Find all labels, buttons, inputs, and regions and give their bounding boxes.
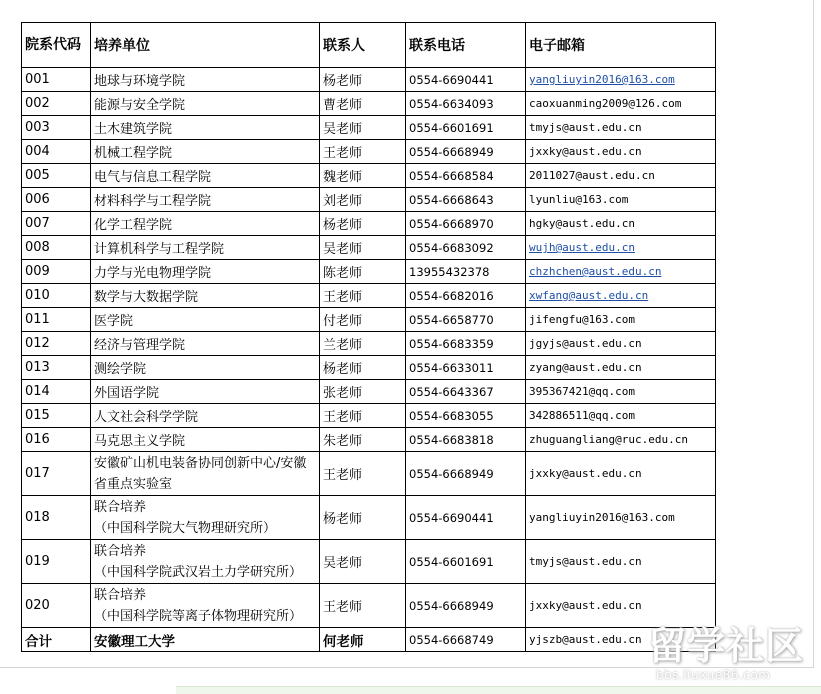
table-row <box>22 164 716 188</box>
row-code: 009 <box>22 260 91 284</box>
row-unit: 材料科学与工程学院 <box>91 188 320 212</box>
row-phone: 0554-6690441 <box>406 68 526 92</box>
row-phone: 13955432378 <box>406 260 526 284</box>
row-unit: 联合培养 （中国科学院等离子体物理研究所） <box>91 584 320 628</box>
row-email: jxxky@aust.edu.cn <box>526 452 716 496</box>
row-contact: 朱老师 <box>320 428 406 452</box>
row-phone: 0554-6643367 <box>406 380 526 404</box>
row-contact: 王老师 <box>320 404 406 428</box>
row-unit: 测绘学院 <box>91 356 320 380</box>
bottom-strip <box>176 686 821 694</box>
table-row <box>22 308 716 332</box>
row-unit: 电气与信息工程学院 <box>91 164 320 188</box>
row-unit: 地球与环境学院 <box>91 68 320 92</box>
row-contact: 吴老师 <box>320 116 406 140</box>
row-contact: 兰老师 <box>320 332 406 356</box>
row-email: 2011027@aust.edu.cn <box>526 164 716 188</box>
row-code: 020 <box>22 584 91 628</box>
row-email <box>526 68 716 92</box>
table-row <box>22 540 716 584</box>
row-phone: 0554-6634093 <box>406 92 526 116</box>
watermark-logo-text: 留学社区 <box>648 624 805 668</box>
total-contact: 何老师 <box>320 628 406 652</box>
total-unit: 安徽理工大学 <box>91 628 320 652</box>
row-email <box>526 260 716 284</box>
row-unit: 外国语学院 <box>91 380 320 404</box>
row-email: hgky@aust.edu.cn <box>526 212 716 236</box>
row-email: zhuguangliang@ruc.edu.cn <box>526 428 716 452</box>
row-contact: 杨老师 <box>320 356 406 380</box>
row-contact: 王老师 <box>320 284 406 308</box>
table-row <box>22 140 716 164</box>
header-code: 院系代码 <box>22 23 91 68</box>
row-code: 017 <box>22 452 91 496</box>
row-unit: 人文社会科学学院 <box>91 404 320 428</box>
row-phone: 0554-6668584 <box>406 164 526 188</box>
row-code: 006 <box>22 188 91 212</box>
table-row <box>22 356 716 380</box>
row-code: 014 <box>22 380 91 404</box>
table-row <box>22 428 716 452</box>
row-code: 018 <box>22 496 91 540</box>
table-row <box>22 116 716 140</box>
row-contact: 张老师 <box>320 380 406 404</box>
row-code: 019 <box>22 540 91 584</box>
row-phone: 0554-6682016 <box>406 284 526 308</box>
row-code: 012 <box>22 332 91 356</box>
total-row <box>22 628 716 652</box>
email-link[interactable]: wujh@aust.edu.cn <box>529 241 635 254</box>
row-code: 004 <box>22 140 91 164</box>
row-contact: 陈老师 <box>320 260 406 284</box>
table-row <box>22 188 716 212</box>
row-code: 013 <box>22 356 91 380</box>
row-email <box>526 236 716 260</box>
header-contact: 联系人 <box>320 23 406 68</box>
row-phone: 0554-6683092 <box>406 236 526 260</box>
row-unit: 计算机科学与工程学院 <box>91 236 320 260</box>
table-row <box>22 212 716 236</box>
contact-table <box>21 22 716 652</box>
row-email: jifengfu@163.com <box>526 308 716 332</box>
row-email: lyunliu@163.com <box>526 188 716 212</box>
row-unit: 化学工程学院 <box>91 212 320 236</box>
table-body <box>22 68 716 628</box>
row-phone: 0554-6601691 <box>406 540 526 584</box>
row-unit: 经济与管理学院 <box>91 332 320 356</box>
row-unit: 马克思主义学院 <box>91 428 320 452</box>
row-unit: 医学院 <box>91 308 320 332</box>
row-email: zyang@aust.edu.cn <box>526 356 716 380</box>
table-row <box>22 284 716 308</box>
row-email: tmyjs@aust.edu.cn <box>526 540 716 584</box>
table-row <box>22 380 716 404</box>
row-contact: 王老师 <box>320 140 406 164</box>
watermark-url: bbs.liuxue86.com <box>656 668 771 682</box>
row-phone: 0554-6658770 <box>406 308 526 332</box>
table-row <box>22 452 716 496</box>
table-row <box>22 332 716 356</box>
row-phone: 0554-6668970 <box>406 212 526 236</box>
table-row <box>22 260 716 284</box>
row-contact: 刘老师 <box>320 188 406 212</box>
row-unit: 土木建筑学院 <box>91 116 320 140</box>
row-phone: 0554-6690441 <box>406 496 526 540</box>
row-code: 007 <box>22 212 91 236</box>
row-phone: 0554-6633011 <box>406 356 526 380</box>
row-code: 002 <box>22 92 91 116</box>
email-link[interactable]: xwfang@aust.edu.cn <box>529 289 649 302</box>
email-link[interactable]: yangliuyin2016@163.com <box>529 73 675 86</box>
email-link[interactable]: chzhchen@aust.edu.cn <box>529 265 662 278</box>
row-unit: 机械工程学院 <box>91 140 320 164</box>
row-phone: 0554-6683818 <box>406 428 526 452</box>
row-code: 016 <box>22 428 91 452</box>
row-code: 011 <box>22 308 91 332</box>
row-phone: 0554-6683359 <box>406 332 526 356</box>
row-phone: 0554-6668643 <box>406 188 526 212</box>
row-unit: 安徽矿山机电装备协同创新中心/安徽省重点实验室 <box>91 452 320 496</box>
table-row <box>22 92 716 116</box>
total-email: yjszb@aust.edu.cn <box>526 628 716 652</box>
table-row <box>22 584 716 628</box>
row-code: 010 <box>22 284 91 308</box>
row-phone: 0554-6601691 <box>406 116 526 140</box>
row-email: tmyjs@aust.edu.cn <box>526 116 716 140</box>
row-email: jxxky@aust.edu.cn <box>526 140 716 164</box>
header-unit: 培养单位 <box>91 23 320 68</box>
row-email: jxxky@aust.edu.cn <box>526 584 716 628</box>
row-phone: 0554-6668949 <box>406 140 526 164</box>
header-email: 电子邮箱 <box>526 23 716 68</box>
row-code: 003 <box>22 116 91 140</box>
row-contact: 王老师 <box>320 452 406 496</box>
row-code: 005 <box>22 164 91 188</box>
row-unit: 力学与光电物理学院 <box>91 260 320 284</box>
row-code: 008 <box>22 236 91 260</box>
row-contact: 付老师 <box>320 308 406 332</box>
row-contact: 杨老师 <box>320 496 406 540</box>
row-contact: 曹老师 <box>320 92 406 116</box>
row-contact: 王老师 <box>320 584 406 628</box>
table-header-row <box>22 23 716 68</box>
row-phone: 0554-6668949 <box>406 584 526 628</box>
table-row <box>22 496 716 540</box>
total-phone: 0554-6668749 <box>406 628 526 652</box>
row-email: caoxuanming2009@126.com <box>526 92 716 116</box>
row-email <box>526 284 716 308</box>
table-row <box>22 236 716 260</box>
row-email: jgyjs@aust.edu.cn <box>526 332 716 356</box>
row-contact: 杨老师 <box>320 68 406 92</box>
row-contact: 吴老师 <box>320 540 406 584</box>
row-email: 395367421@qq.com <box>526 380 716 404</box>
row-email: 342886511@qq.com <box>526 404 716 428</box>
row-unit: 联合培养 （中国科学院武汉岩土力学研究所） <box>91 540 320 584</box>
row-email: yangliuyin2016@163.com <box>526 496 716 540</box>
row-phone: 0554-6668949 <box>406 452 526 496</box>
row-contact: 魏老师 <box>320 164 406 188</box>
table-row <box>22 68 716 92</box>
row-contact: 杨老师 <box>320 212 406 236</box>
table-row <box>22 404 716 428</box>
row-phone: 0554-6683055 <box>406 404 526 428</box>
row-code: 001 <box>22 68 91 92</box>
total-code: 合计 <box>22 628 91 652</box>
row-code: 015 <box>22 404 91 428</box>
header-phone: 联系电话 <box>406 23 526 68</box>
row-unit: 能源与安全学院 <box>91 92 320 116</box>
row-contact: 吴老师 <box>320 236 406 260</box>
row-unit: 数学与大数据学院 <box>91 284 320 308</box>
row-unit: 联合培养 （中国科学院大气物理研究所） <box>91 496 320 540</box>
